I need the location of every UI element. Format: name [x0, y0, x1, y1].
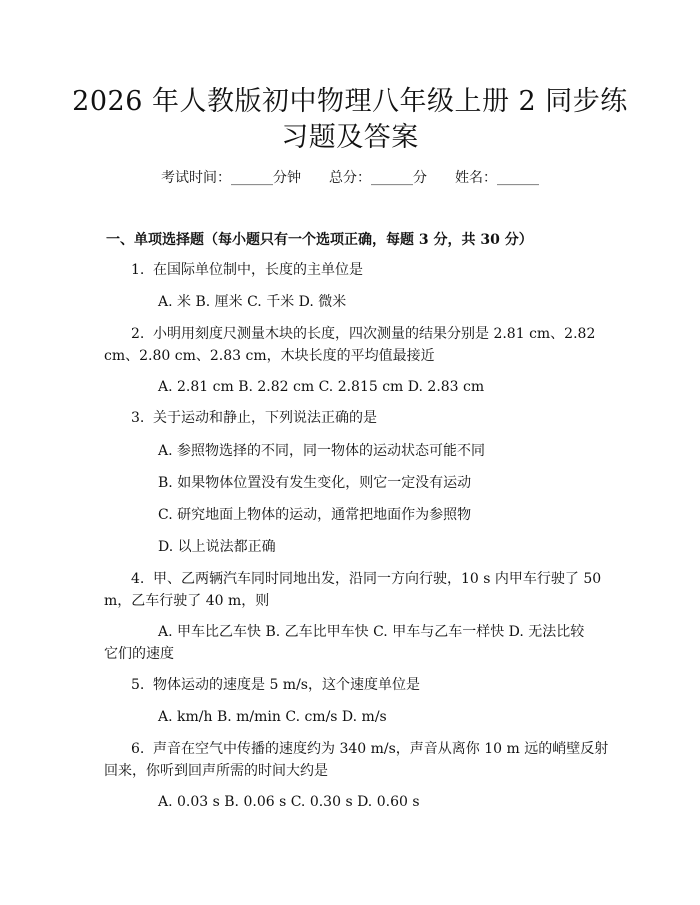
- question-4-options-line-1: A. 甲车比乙车快 B. 乙车比甲车快 C. 甲车与乙车一样快 D. 无法比较: [158, 624, 585, 640]
- question-3-option-c: C. 研究地面上物体的运动，通常把地面作为参照物: [158, 507, 472, 523]
- exam-meta-row: [0, 168, 700, 188]
- question-text: 关于运动和静止，下列说法正确的是: [153, 410, 377, 426]
- question-number: 2.: [131, 326, 145, 342]
- question-4-stem-line-1: [131, 569, 601, 589]
- question-6-options: A. 0.03 s B. 0.06 s C. 0.30 s D. 0.60 s: [158, 794, 420, 810]
- question-text: 甲、乙两辆汽车同时同地出发，沿同一方向行驶，10 s 内甲车行驶了 50: [153, 571, 602, 587]
- question-2-stem-line-2: cm、2.80 cm、2.83 cm，木块长度的平均值最接近: [104, 348, 435, 364]
- question-number: 4.: [131, 571, 145, 587]
- question-4-options-line-2: 它们的速度: [104, 646, 174, 662]
- question-number: 6.: [131, 741, 145, 757]
- question-number: 1.: [131, 262, 145, 278]
- question-5-options: A. km/h B. m/min C. cm/s D. m/s: [158, 709, 387, 725]
- document-title-line-1: 2026 年人教版初中物理八年级上册 2 同步练: [72, 86, 628, 117]
- document-title-line-2: 习题及答案: [281, 122, 419, 153]
- question-text: 声音在空气中传播的速度约为 340 m/s，声音从离你 10 m 远的峭壁反射: [153, 741, 609, 757]
- question-6-stem-line-2: 回来，你听到回声所需的时间大约是: [104, 763, 328, 779]
- question-number: 3.: [131, 410, 145, 426]
- question-1-stem: [131, 260, 363, 280]
- exam-time-field: 考试时间：______分钟: [161, 170, 301, 186]
- question-6-stem-line-1: [131, 739, 608, 759]
- question-3-option-a: A. 参照物选择的不同，同一物体的运动状态可能不同: [158, 443, 486, 459]
- question-text: 物体运动的速度是 5 m/s，这个速度单位是: [153, 677, 420, 693]
- section-heading-single-choice: 一、单项选择题（每小题只有一个选项正确，每题 3 分，共 30 分）: [106, 232, 533, 248]
- question-1-options: A. 米 B. 厘米 C. 千米 D. 微米: [158, 294, 347, 310]
- question-3-option-d: D. 以上说法都正确: [158, 539, 276, 555]
- question-number: 5.: [131, 677, 145, 693]
- name-field: 姓名：______: [455, 170, 539, 186]
- question-5-stem: [131, 675, 420, 695]
- question-2-stem-line-1: [131, 324, 595, 344]
- question-3-stem: [131, 408, 377, 428]
- question-text: 在国际单位制中，长度的主单位是: [153, 262, 363, 278]
- question-2-options: A. 2.81 cm B. 2.82 cm C. 2.815 cm D. 2.83 cm: [158, 379, 485, 395]
- question-3-option-b: B. 如果物体位置没有发生变化，则它一定没有运动: [158, 475, 472, 491]
- question-4-stem-line-2: m，乙车行驶了 40 m，则: [104, 593, 270, 609]
- total-score-field: 总分：______分: [329, 170, 427, 186]
- question-text: 小明用刻度尺测量木块的长度，四次测量的结果分别是 2.81 cm、2.82: [153, 326, 596, 342]
